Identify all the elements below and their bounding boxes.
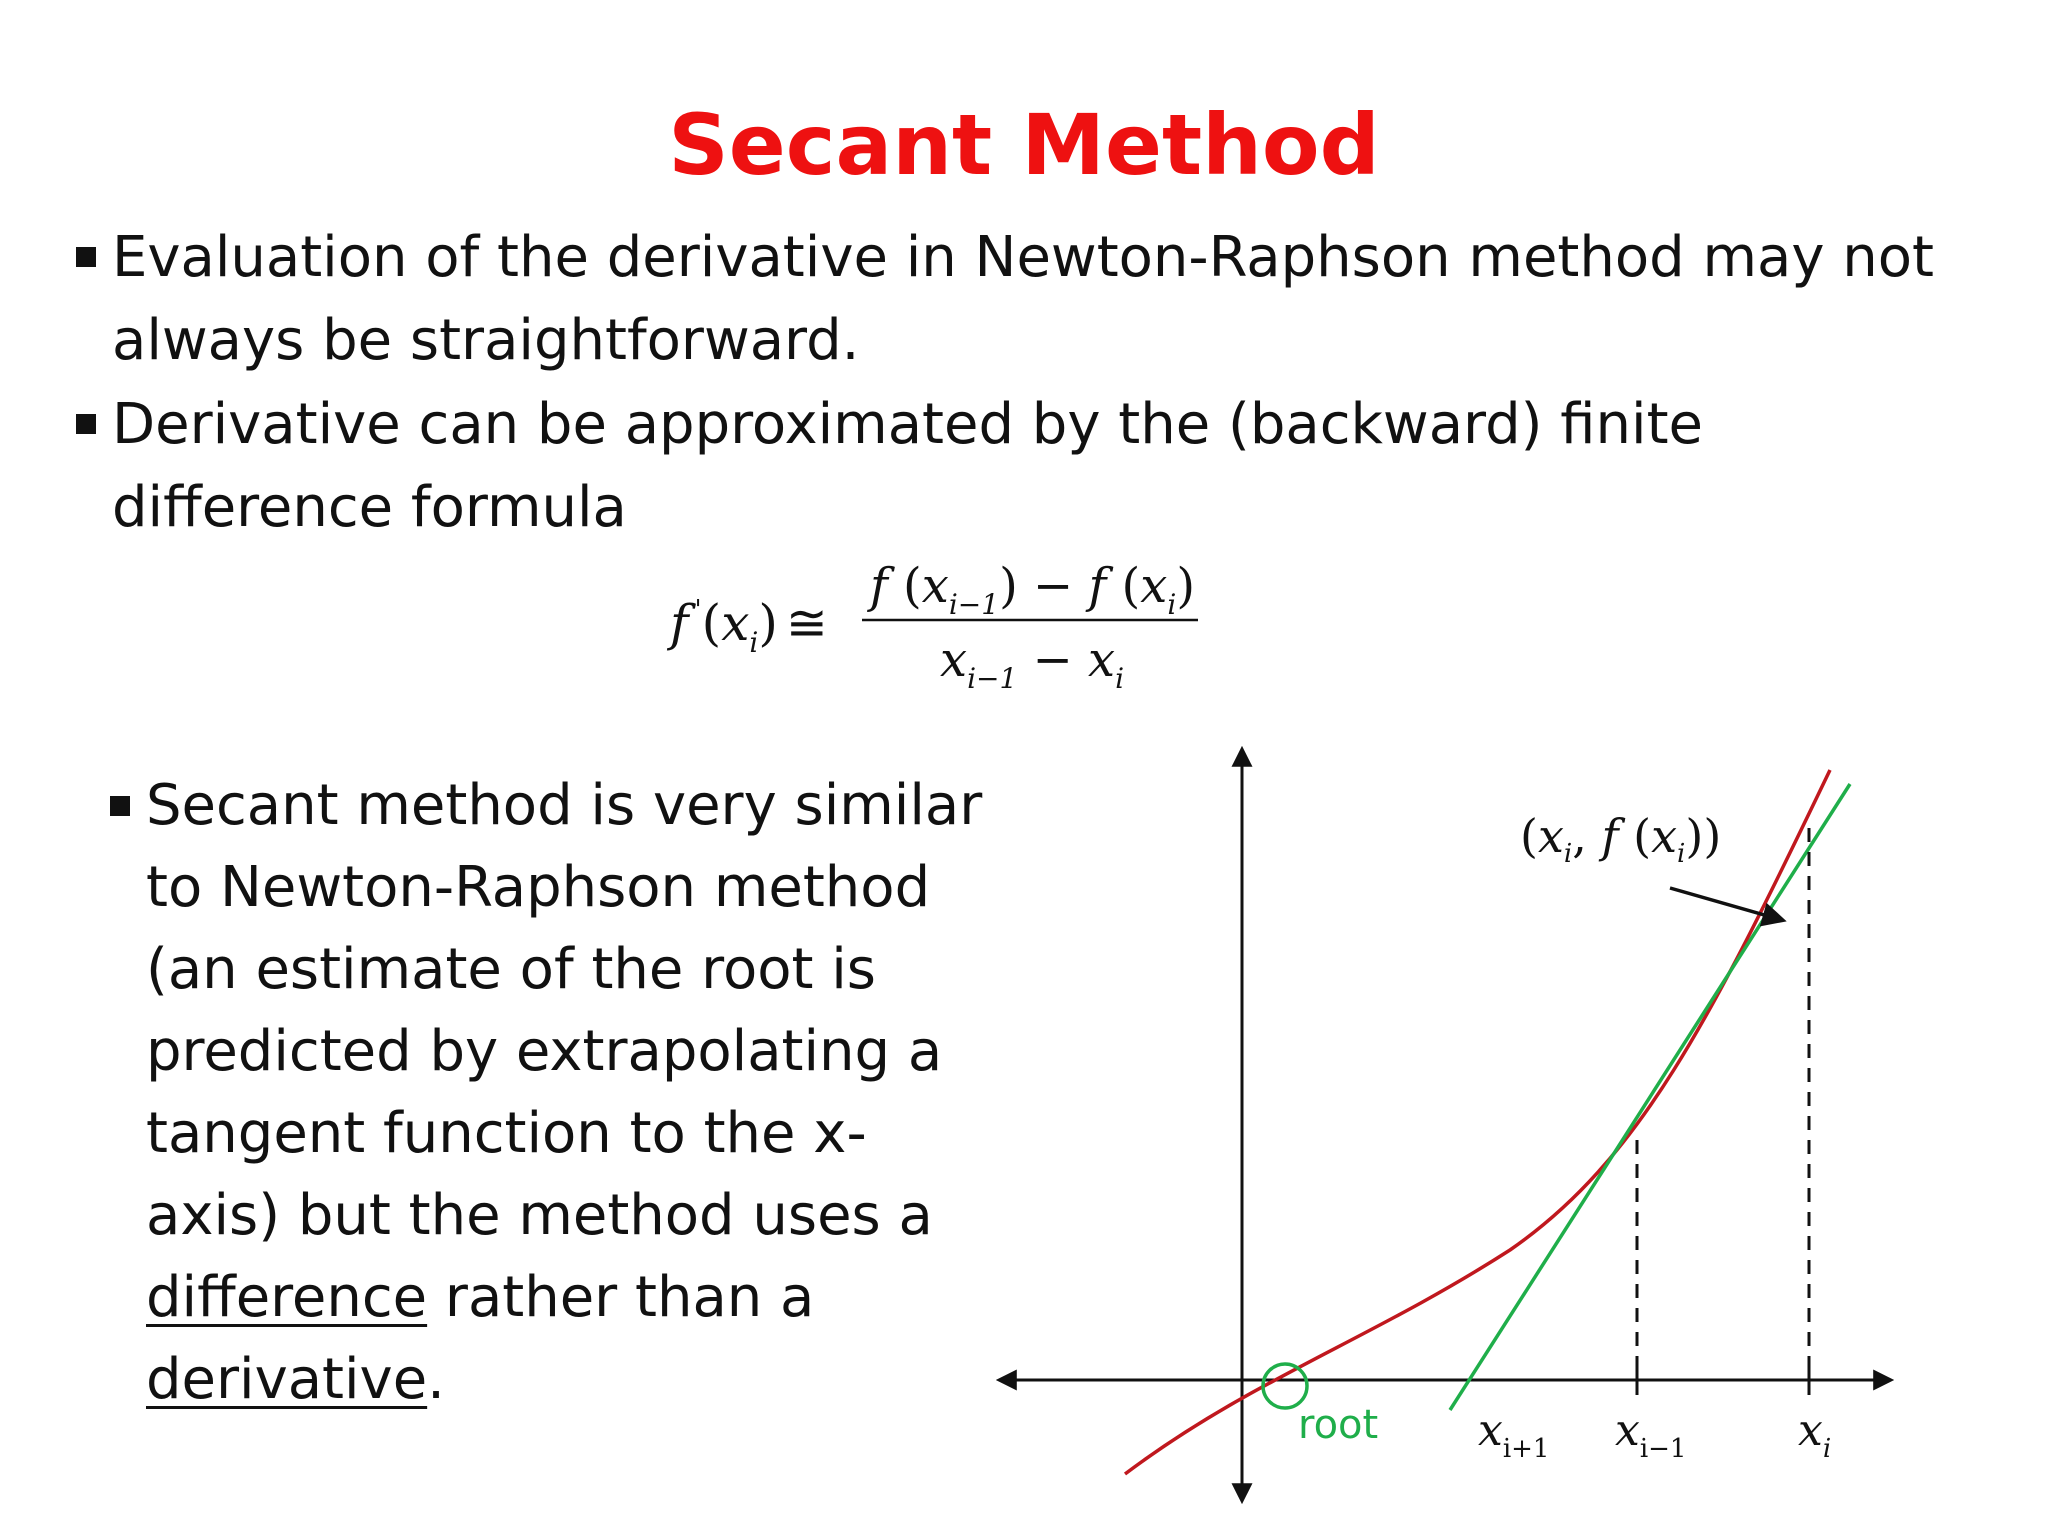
bullet-text-end: .: [427, 1347, 445, 1412]
bullet-secant-description: [146, 765, 986, 1421]
underlined-difference: difference: [146, 1265, 428, 1330]
finite-difference-formula: [650, 540, 1270, 710]
bullet-square-icon: [76, 414, 96, 434]
secant-line: [1450, 784, 1850, 1410]
root-label: root: [1298, 1402, 1379, 1448]
bullet-finite-difference: [112, 383, 1992, 549]
bullet-square-icon: [76, 247, 96, 267]
bullet-text: Secant method is very similar to Newton-Raphson method (an estimate of the root is predicted by extrapolating a tangent function to the x-axis) but the method uses a: [146, 773, 983, 1248]
bullet-text: Derivative can be approximated by the (backward) finite difference formula: [112, 392, 1703, 540]
slide-title: Secant Method: [668, 96, 1380, 194]
label-xi: $x_i$: [1798, 1405, 1832, 1464]
bullet-square-icon: [110, 796, 130, 816]
bullet-text: Evaluation of the derivative in Newton-Raphson method may not always be straightforward.: [112, 225, 1934, 373]
formula-numerator: f $(x_{i-1}) - f$ $(x_i)$: [870, 558, 1196, 621]
bullet-derivative-evaluation: [112, 216, 1992, 382]
label-xi-1: $x_{i-1}$: [1615, 1405, 1687, 1464]
formula-denominator: $x_{i-1} - x_i$: [940, 632, 1125, 695]
label-xi+1: $x_{i+1}$: [1478, 1405, 1550, 1464]
formula-lhs: f $'(x_i)$ ≅: [670, 594, 828, 659]
secant-graph: [990, 740, 1930, 1520]
bullet-text-mid: rather than a: [427, 1265, 815, 1330]
point-label: ($x_i$, f $(x_i)$): [1520, 809, 1722, 869]
underlined-derivative: derivative: [146, 1347, 428, 1412]
